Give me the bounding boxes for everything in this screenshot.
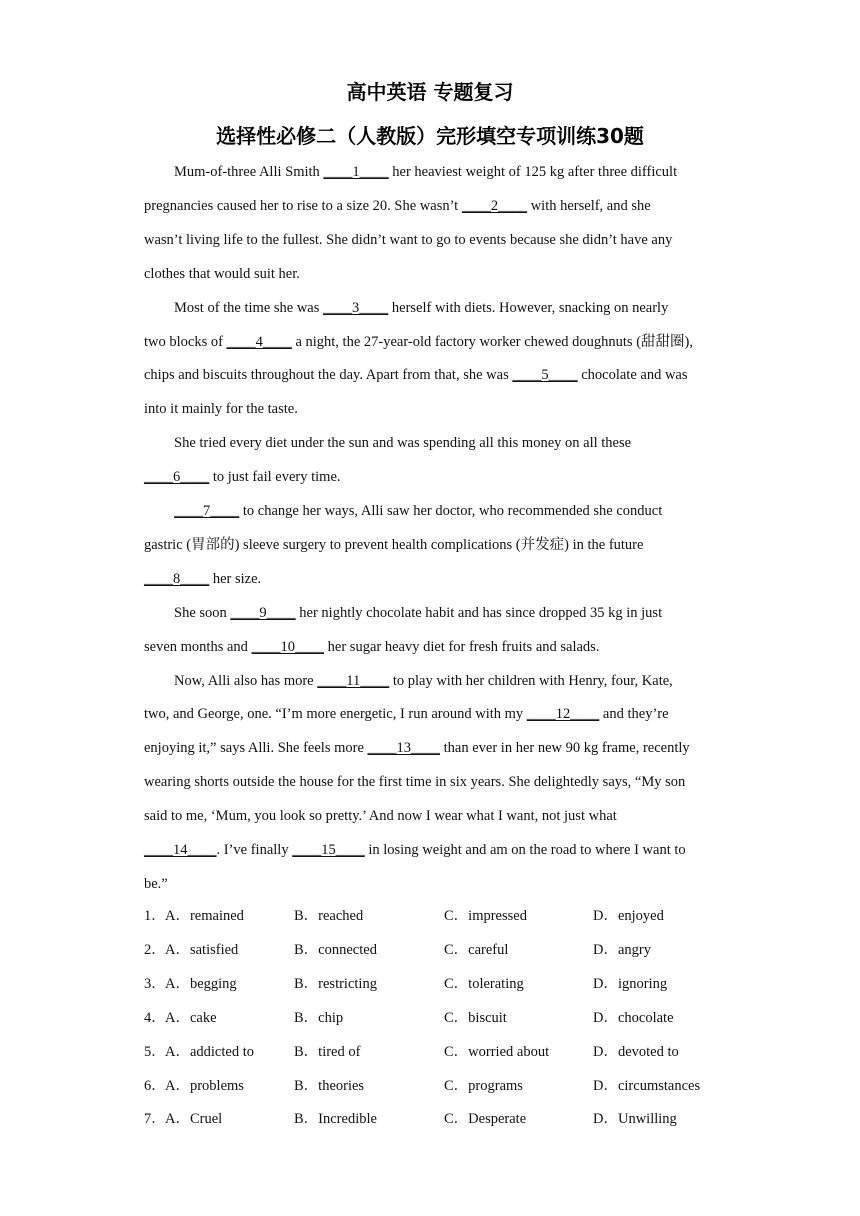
question-number: 7． (144, 1111, 166, 1128)
option-c: C．careful (444, 941, 509, 958)
passage-line (174, 596, 662, 630)
passage-line (174, 426, 631, 460)
cloze-blank: ____12____ (526, 706, 600, 723)
passage-line (144, 799, 617, 833)
option-c: C．biscuit (444, 1009, 507, 1026)
question-row (144, 899, 744, 933)
passage-line (144, 189, 651, 223)
passage-line (144, 460, 341, 494)
passage-text: to play with her children with Henry, four, Kate, (389, 672, 673, 689)
passage-line (144, 697, 669, 731)
option-a: A．satisfied (165, 941, 239, 958)
option-d: D．enjoyed (593, 908, 664, 924)
cloze-blank: ____10____ (251, 638, 325, 655)
question-number: 4． (144, 1009, 166, 1026)
option-b: B．Incredible (294, 1111, 377, 1128)
passage-text: than ever in her new 90 kg frame, recently (440, 740, 690, 757)
passage-line (144, 562, 261, 596)
option-a: A．addicted to (165, 1043, 254, 1060)
cloze-blank: ____2____ (461, 197, 528, 214)
document-subtitle: 选择性必修二（人教版）完形填空专项训练30题 (216, 124, 644, 148)
cloze-blank: ____6____ (144, 469, 210, 486)
passage-text: into it mainly for the taste. (144, 401, 298, 418)
option-a: A．begging (165, 975, 237, 992)
passage-text: enjoying it,” says Alli. She feels more (144, 740, 368, 757)
document-title: 高中英语 专题复习 (346, 80, 514, 104)
passage-text: . I’ve finally (216, 842, 293, 858)
passage-text: seven months and (144, 638, 252, 655)
option-a: A．problems (165, 1077, 244, 1094)
passage-text: She soon (174, 604, 231, 621)
passage-line (144, 765, 685, 799)
passage-text: said to me, ‘Mum, you look so pretty.’ And now I wear what I want, not just what (144, 808, 617, 825)
passage-text: gastric (胃部的) sleeve surgery to prevent health complications (并发症) in the future (144, 536, 644, 553)
passage-text: to just fail every time. (209, 469, 341, 486)
passage-text: chocolate and was (577, 367, 688, 384)
option-d: D．chocolate (593, 1009, 674, 1026)
option-c: C．programs (444, 1077, 523, 1094)
passage-line (144, 392, 298, 426)
option-b: B．theories (294, 1077, 365, 1094)
passage-text: her heaviest weight of 125 kg after three difficult (388, 164, 678, 180)
cloze-blank: ____14____ (144, 842, 217, 858)
cloze-blank: ____7____ (174, 503, 240, 519)
passage-line (144, 528, 643, 562)
cloze-blank: ____3____ (323, 299, 389, 316)
option-b: B．chip (294, 1009, 344, 1026)
question-row (144, 1069, 744, 1103)
option-c: C．impressed (444, 908, 527, 924)
passage-text: two, and George, one. “I’m more energetic, I run around with my (144, 706, 527, 723)
passage-line (144, 325, 693, 359)
question-row (144, 967, 744, 1001)
option-d: D．circumstances (593, 1077, 701, 1094)
passage-text: her size. (209, 570, 262, 587)
passage-line (174, 494, 662, 528)
cloze-blank: ____9____ (230, 604, 296, 621)
passage-line (174, 291, 668, 325)
option-a: A．remained (165, 908, 244, 924)
question-row (144, 1001, 744, 1035)
passage-line (174, 664, 673, 698)
option-a: A．cake (165, 1009, 217, 1026)
passage-text: Mum-of-three Alli Smith (174, 164, 324, 180)
passage-text: Now, Alli also has more (174, 672, 318, 689)
option-c: C．Desperate (444, 1111, 527, 1128)
passage-text: be.” (144, 875, 168, 892)
cloze-blank: ____15____ (292, 842, 365, 858)
option-d: D．angry (593, 941, 651, 958)
passage-text: wearing shorts outside the house for the first time in six years. She delightedly says, “My son (144, 774, 686, 791)
option-b: B．connected (294, 941, 377, 958)
passage-text: She tried every diet under the sun and was spending all this money on all these (174, 435, 632, 452)
passage-text: to change her ways, Alli saw her doctor, who recommended she conduct (239, 503, 663, 519)
passage-line (144, 223, 672, 257)
question-number: 1． (144, 908, 166, 924)
question-number: 3． (144, 975, 166, 992)
passage-line (144, 731, 690, 765)
passage-text: pregnancies caused her to rise to a size 20. She wasn’t (144, 197, 462, 214)
passage-text: in losing weight and am on the road to where I want to (364, 842, 686, 858)
passage-line (144, 833, 686, 867)
question-row (144, 1035, 744, 1069)
question-number: 2． (144, 941, 166, 958)
question-row (144, 933, 744, 967)
cloze-blank: ____5____ (512, 367, 578, 384)
passage-text: wasn’t living life to the fullest. She didn’t want to go to events because she didn’t have any (144, 231, 673, 248)
option-b: B．restricting (294, 975, 377, 992)
passage-line (144, 867, 168, 901)
cloze-blank: ____4____ (226, 333, 292, 350)
option-c: C．worried about (444, 1043, 550, 1060)
passage-text: Most of the time she was (174, 299, 324, 316)
passage-line (144, 630, 599, 664)
cloze-blank: ____1____ (323, 164, 389, 180)
passage-text: herself with diets. However, snacking on nearly (388, 299, 669, 316)
passage-line (174, 155, 677, 189)
option-c: C．tolerating (444, 975, 524, 992)
passage-text: chips and biscuits throughout the day. Apart from that, she was (144, 367, 513, 384)
passage-text: two blocks of (144, 333, 227, 350)
passage-line (144, 358, 688, 392)
passage-text: her sugar heavy diet for fresh fruits and salads. (324, 638, 600, 655)
passage-text: clothes that would suit her. (144, 265, 300, 282)
question-number: 5． (144, 1043, 166, 1060)
passage-line (144, 257, 300, 291)
cloze-blank: ____13____ (367, 740, 441, 757)
option-a: A．Cruel (165, 1111, 223, 1128)
passage-text: with herself, and she (527, 197, 651, 214)
cloze-blank: ____8____ (144, 570, 210, 587)
passage-text: a night, the 27-year-old factory worker chewed doughnuts (甜甜圈), (291, 333, 693, 350)
option-d: D．ignoring (593, 975, 668, 992)
question-row (144, 1102, 744, 1136)
cloze-blank: ____11____ (317, 672, 390, 689)
option-b: B．reached (294, 908, 364, 924)
passage-text: and they’re (599, 706, 669, 723)
option-d: D．devoted to (593, 1043, 679, 1060)
option-b: B．tired of (294, 1043, 361, 1060)
option-d: D．Unwilling (593, 1111, 677, 1128)
passage-text: her nightly chocolate habit and has since dropped 35 kg in just (295, 604, 663, 621)
question-number: 6． (144, 1077, 166, 1094)
